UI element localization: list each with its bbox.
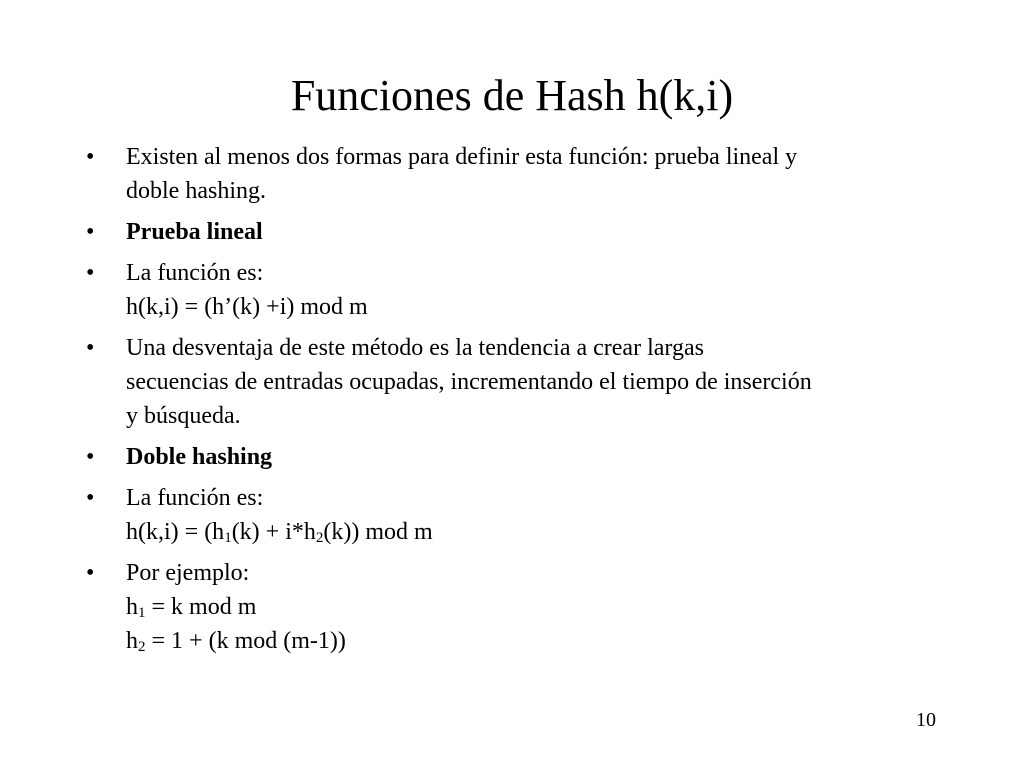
bullet-line: • Una desventaja de este método es la tendencia a crear largas xyxy=(126,335,704,361)
formula-part: h xyxy=(126,594,138,620)
page-number: 10 xyxy=(916,709,936,731)
bullet-item-linear-function xyxy=(86,256,966,324)
slide-title: Funciones de Hash h(k,i) xyxy=(290,71,734,120)
formula-part: (k)) mod m xyxy=(323,519,433,545)
bullet-line: y búsqueda. xyxy=(126,403,241,429)
formula-h2 xyxy=(126,624,966,658)
formula-part: = 1 + (k mod (m-1)) xyxy=(145,628,346,654)
formula-part: (k) + i*h xyxy=(231,519,316,545)
bullet-line: • Existen al menos dos formas para definir esta función: prueba lineal y xyxy=(126,144,798,170)
bullet-list xyxy=(86,140,966,665)
bullet-line: secuencias de entradas ocupadas, incrementando el tiempo de inserción xyxy=(126,369,812,395)
subscript: 2 xyxy=(138,639,146,655)
formula-linear-probing: h(k,i) = (h’(k) +i) mod m xyxy=(126,294,368,320)
formula-h1 xyxy=(126,590,966,624)
formula-double-hashing xyxy=(126,515,966,549)
bullet-item-double-hashing-heading xyxy=(86,440,966,474)
bullet-item-example xyxy=(86,556,966,658)
bullet-line: • Por ejemplo: xyxy=(126,560,250,586)
subscript: 1 xyxy=(224,530,232,546)
formula-part: h(k,i) = (h xyxy=(126,519,225,545)
bullet-item-linear-disadvantage xyxy=(86,331,966,433)
formula-part: = k mod m xyxy=(145,594,257,620)
bullet-line: • La función es: xyxy=(126,260,264,286)
bullet-line: doble hashing. xyxy=(126,178,266,204)
formula-part: h xyxy=(126,628,138,654)
bullet-item-hash-methods xyxy=(86,140,966,208)
bullet-line: • La función es: xyxy=(126,485,264,511)
bullet-item-double-function xyxy=(86,481,966,549)
subscript: 1 xyxy=(138,605,146,621)
bullet-heading: • Doble hashing xyxy=(126,444,273,470)
bullet-heading: • Prueba lineal xyxy=(126,219,263,245)
bullet-item-linear-probing-heading xyxy=(86,215,966,249)
subscript: 2 xyxy=(315,530,324,546)
